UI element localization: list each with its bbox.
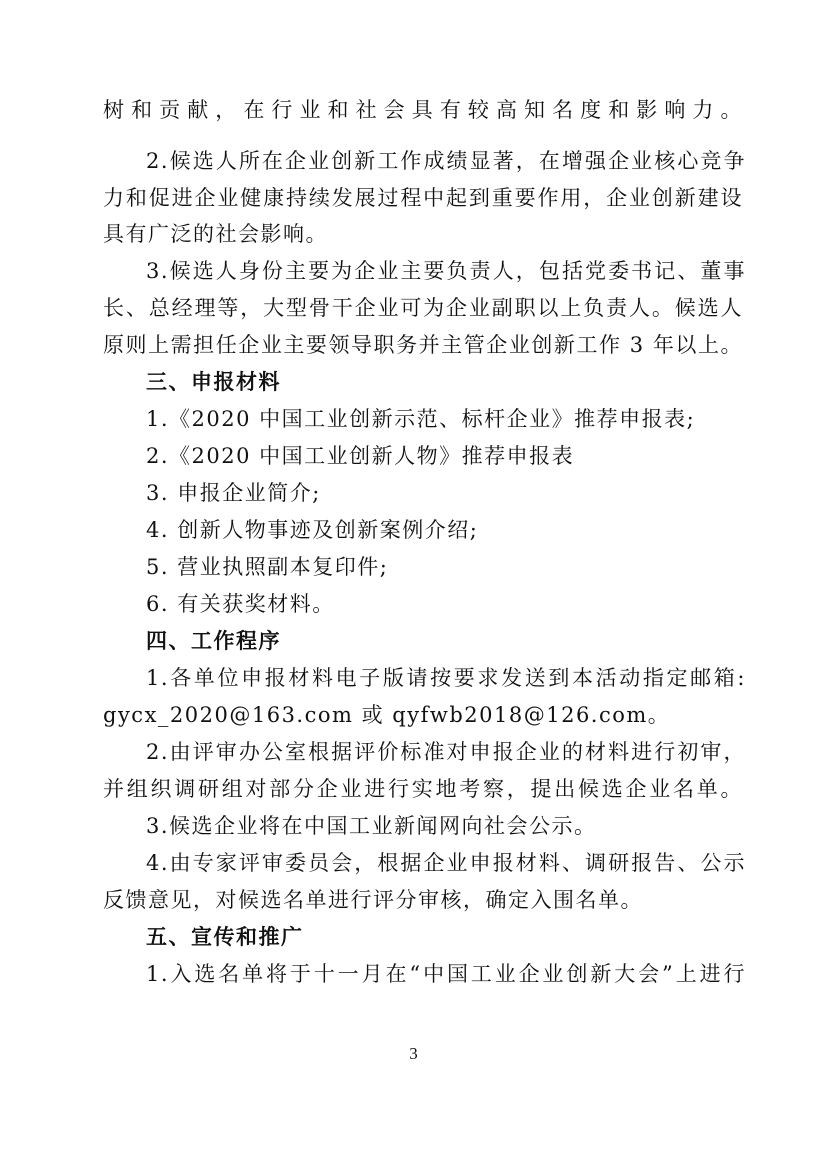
paragraph-line: 3.候选企业将在中国工业新闻网向社会公示。 <box>146 814 597 838</box>
paragraph-line: 1.入选名单将于十一月在“中国工业企业创新大会”上进行 <box>146 962 746 986</box>
list-item: 1.《2020 中国工业创新示范、标杆企业》推荐申报表; <box>146 407 696 431</box>
list-item: 5. 营业执照副本复印件; <box>146 555 389 579</box>
section-heading: 三、申报材料 <box>146 370 281 394</box>
list-item: 3. 申报企业简介; <box>146 481 321 505</box>
paragraph-line: 2.由评审办公室根据评价标准对申报企业的材料进行初审， <box>146 740 746 764</box>
paragraph-line: 力和促进企业健康持续发展过程中起到重要作用，企业创新建设 <box>103 186 743 210</box>
section-heading: 四、工作程序 <box>146 629 281 653</box>
paragraph-line: 树和贡献，在行业和社会具有较高知名度和影响力。 <box>103 98 743 122</box>
section-heading: 五、宣传和推广 <box>146 925 304 949</box>
paragraph-line: 具有广泛的社会影响。 <box>103 222 328 246</box>
page-number: 3 <box>409 1044 418 1063</box>
list-item: 2.《2020 中国工业创新人物》推荐申报表 <box>146 444 575 468</box>
paragraph-line: 长、总经理等，大型骨干企业可为企业副职以上负责人。候选人 <box>103 296 743 320</box>
list-item: 6. 有关获奖材料。 <box>146 592 335 616</box>
paragraph-line: 2.候选人所在企业创新工作成绩显著，在增强企业核心竞争 <box>146 149 746 173</box>
paragraph-line: 反馈意见，对候选名单进行评分审核，确定入围名单。 <box>103 888 643 912</box>
paragraph-line: 4.由专家评审委员会，根据企业申报材料、调研报告、公示 <box>146 851 746 875</box>
paragraph-line: 并组织调研组对部分企业进行实地考察，提出候选企业名单。 <box>103 777 743 801</box>
paragraph-line: 1.各单位申报材料电子版请按要求发送到本活动指定邮箱: <box>146 666 746 690</box>
list-item: 4. 创新人物事迹及创新案例介绍; <box>146 518 479 542</box>
paragraph-line: 原则上需担任企业主要领导职务并主管企业创新工作 3 年以上。 <box>103 333 743 357</box>
paragraph-line: 3.候选人身份主要为企业主要负责人，包括党委书记、董事 <box>146 259 746 283</box>
email-line: gycx_2020@163.com 或 qyfwb2018@126.com。 <box>103 703 671 727</box>
